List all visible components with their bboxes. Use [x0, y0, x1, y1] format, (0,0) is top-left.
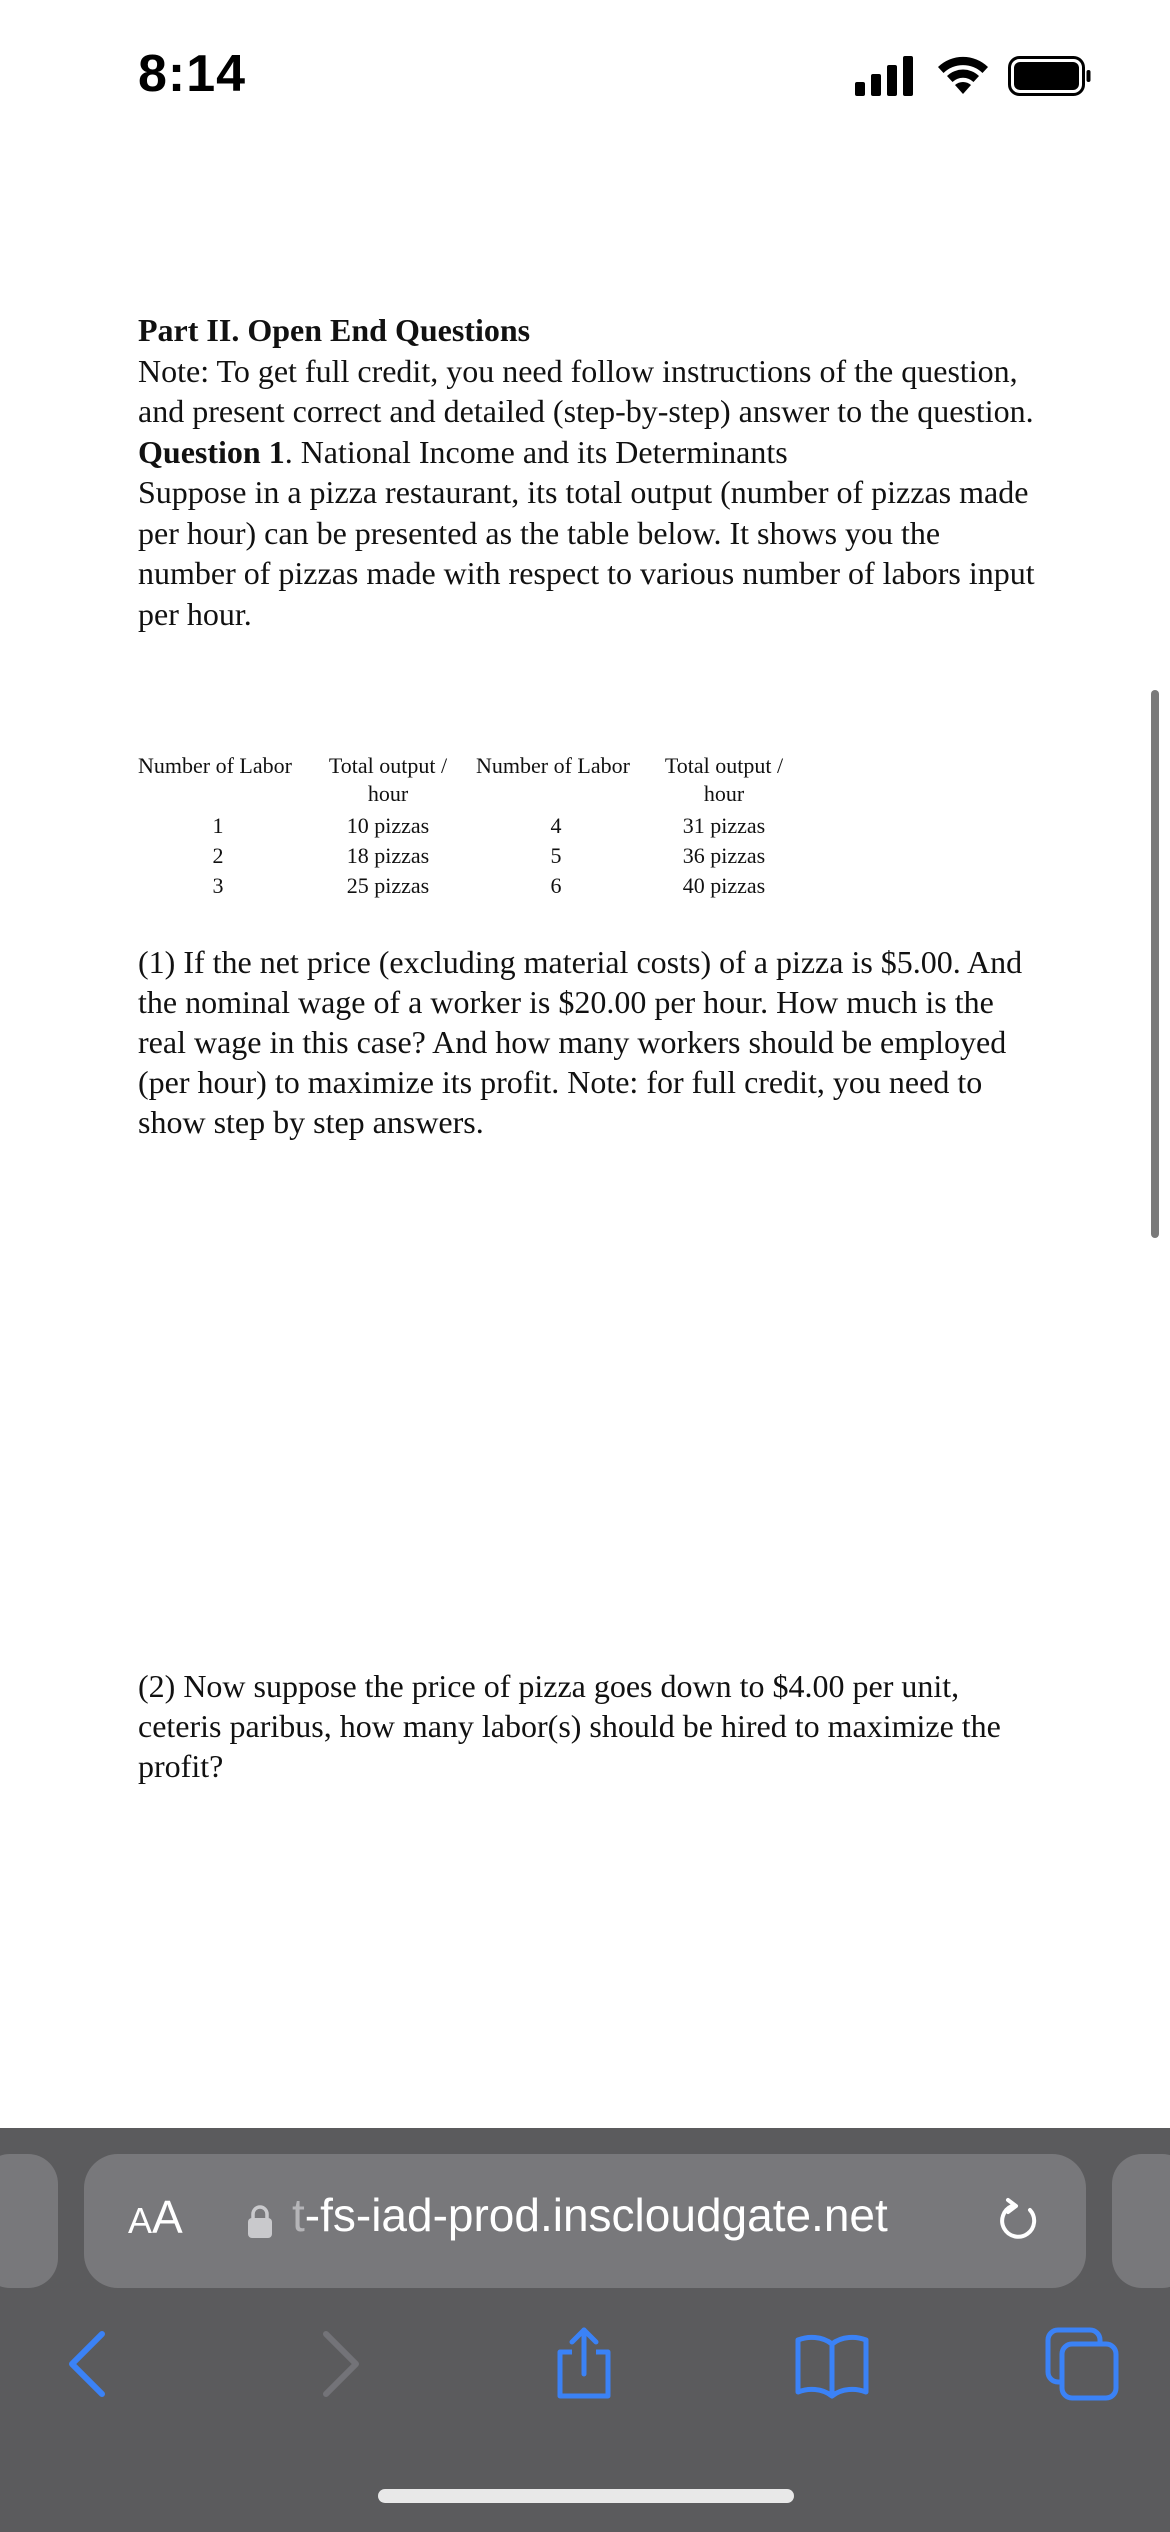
question-text: Suppose in a pizza restaurant, its total output (number of pizzas made per hour) can be presented as the table below. It shows you the number of pizzas made with respect to various number of labors input per hour. — [138, 474, 1035, 632]
home-indicator[interactable] — [378, 2489, 794, 2503]
question-label: Question 1 — [138, 433, 285, 470]
question-part-1: (1) If the net price (excluding material costs) of a pizza is $5.00. And the nominal wage of a worker is $20.00 per hour. How much is the real wage in this case? And how many workers should be employed (per hour) to maximize its profit. Note: for full credit, you need to show step by step answers. — [138, 944, 1023, 1140]
table-header-output-line2: hour — [367, 781, 409, 806]
previous-tab-preview[interactable] — [0, 2154, 58, 2288]
tabs-icon[interactable] — [1044, 2326, 1120, 2402]
question-part-2: (2) Now suppose the price of pizza goes down to $4.00 per unit, ceteris paribus, how many labor(s) should be hired to maximize the profit? — [138, 1668, 1001, 1784]
lock-icon — [246, 2204, 274, 2240]
url-text[interactable] — [292, 2188, 888, 2242]
table-cell: 4 — [550, 813, 562, 838]
next-tab-preview[interactable] — [1112, 2154, 1170, 2288]
table-header-labor-2: Number of Labor — [476, 753, 630, 778]
page-settings-button[interactable] — [128, 2190, 183, 2244]
table-cell: 25 pizzas — [346, 873, 430, 898]
table-cell: 31 pizzas — [682, 813, 766, 838]
instructions-note: Note: To get full credit, you need follow instructions of the question, and present correct and detailed (step-by-step) answer to the question. — [138, 352, 1034, 429]
back-icon[interactable] — [50, 2326, 126, 2402]
url-prefix: t — [292, 2189, 305, 2241]
status-time: 8:14 — [138, 45, 247, 103]
reload-icon[interactable] — [994, 2196, 1044, 2246]
document-body — [138, 310, 1038, 634]
url-domain: -fs-iad-prod.inscloudgate.net — [304, 2189, 888, 2241]
table-header-output-line1: Total output / — [664, 753, 784, 778]
table-cell: 6 — [550, 873, 562, 898]
table-cell: 3 — [212, 873, 224, 898]
question-heading — [138, 432, 1038, 473]
forward-icon[interactable] — [302, 2326, 378, 2402]
table-cell: 18 pizzas — [346, 843, 430, 868]
table-cell: 5 — [550, 843, 562, 868]
status-bar — [0, 0, 1170, 150]
aa-letter-large: A — [152, 2191, 183, 2243]
table-cell: 40 pizzas — [682, 873, 766, 898]
aa-letter-small: A — [128, 2200, 153, 2241]
table-header-output-line2: hour — [703, 781, 745, 806]
bookmarks-icon[interactable] — [794, 2326, 870, 2402]
table-header-output-line1: Total output / — [328, 753, 448, 778]
question-title: . National Income and its Determinants — [284, 433, 788, 470]
scroll-indicator[interactable] — [1151, 690, 1159, 1238]
table-cell: 1 — [212, 813, 224, 838]
table-header-output-2 — [662, 752, 786, 808]
table-cell: 36 pizzas — [682, 843, 766, 868]
table-header-labor-1: Number of Labor — [138, 753, 292, 778]
part-title: Part II. Open End Questions — [138, 312, 531, 348]
table-header-output-1 — [326, 752, 450, 808]
table-cell: 10 pizzas — [346, 813, 430, 838]
table-cell: 2 — [212, 843, 224, 868]
wifi-icon — [935, 54, 991, 96]
cellular-signal-icon — [855, 56, 915, 96]
battery-icon — [1008, 56, 1092, 96]
share-icon[interactable] — [546, 2326, 622, 2402]
